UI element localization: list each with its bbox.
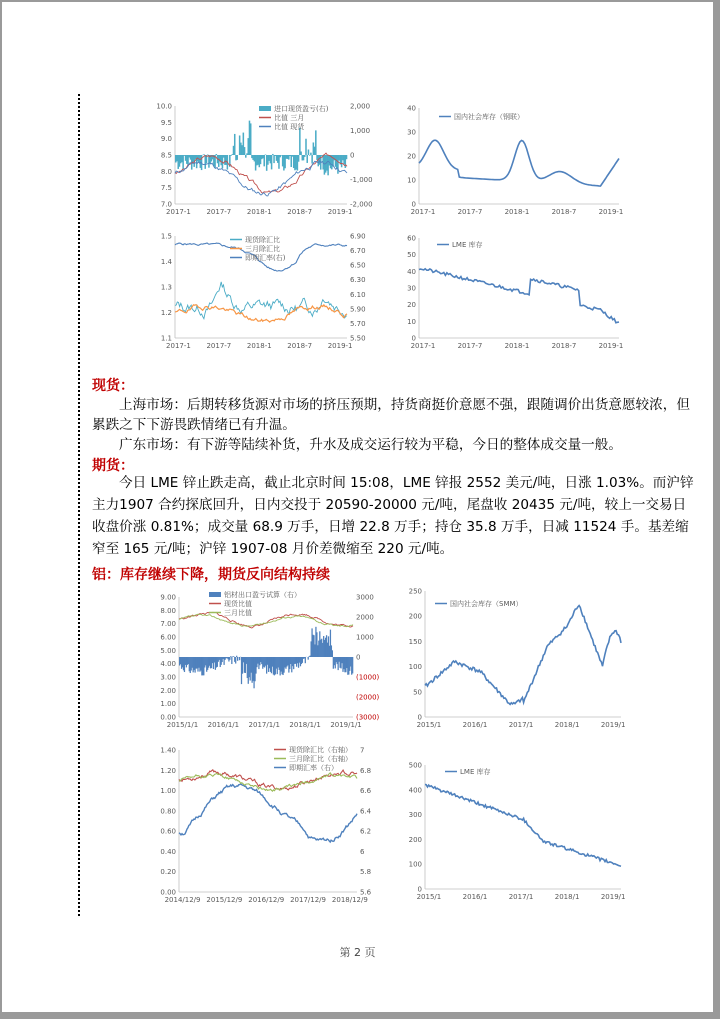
chart-zinc-social-inventory (397, 100, 627, 222)
bar (290, 155, 292, 167)
chart-zinc-fx-ratio (147, 230, 385, 356)
legend-label: 国内社会库存（钢联） (454, 113, 524, 121)
x-tick-label: 2019/1 (600, 893, 626, 901)
x-tick-label: 2017/1/1 (248, 721, 280, 729)
y-tick-label: 8.00 (160, 606, 176, 615)
y2-tick-label: 6.2 (360, 827, 372, 836)
y-tick-label: 4.00 (160, 660, 176, 669)
line-lme-inventory (419, 269, 619, 323)
bar (332, 650, 333, 657)
x-tick-label: 2017-7 (206, 342, 232, 350)
bar (230, 656, 231, 657)
y-tick-label: 9.0 (160, 135, 172, 144)
spot-paragraph-shanghai: 上海市场：后期转移货源对市场的挤压预期，持货商挺价意愿不强，跟随调价出货意愿较浓，但累跌之下下游畏跌情绪已有升温。 (92, 397, 690, 433)
bar (305, 657, 306, 663)
x-tick-label: 2017-7 (206, 208, 232, 216)
bar (203, 154, 205, 155)
x-tick-label: 2017-7 (457, 208, 483, 216)
x-tick-label: 2017-1 (166, 342, 191, 350)
y-tick-label: 1.5 (160, 232, 172, 241)
legend-label: 三月除汇比（右轴） (289, 755, 352, 763)
bar (237, 657, 238, 661)
chart-al-export-ratio (147, 587, 395, 735)
x-tick-label: 2018-7 (551, 342, 577, 350)
x-tick-label: 2017-1 (166, 208, 191, 216)
y2-tick-label: 3000 (356, 593, 374, 602)
c6-svg (397, 587, 629, 735)
y-tick-label: 50 (413, 688, 422, 697)
c3-svg (147, 230, 385, 356)
bar (315, 130, 317, 155)
y-tick-label: 1.1 (160, 334, 172, 343)
y2-tick-label: 6.50 (350, 261, 366, 270)
bar (216, 154, 218, 155)
y-tick-label: 100 (408, 860, 422, 869)
bar (352, 657, 353, 673)
x-tick-label: 2016/12/9 (248, 896, 285, 904)
y2-tick-label: (2000) (356, 693, 380, 702)
x-tick-label: 2018-1 (246, 342, 272, 350)
document-page (2, 2, 713, 1012)
y-tick-label: 300 (408, 811, 422, 820)
c4-svg (397, 230, 627, 356)
x-tick-label: 2017/1 (508, 893, 534, 901)
x-tick-label: 2015/1/1 (166, 721, 199, 729)
x-tick-label: 2016/1 (462, 721, 488, 729)
spot-paragraph-guangdong: 广东市场：有下游等陆续补货，升水及成交运行较为平稳，今日的整体成交量一般。 (119, 437, 622, 453)
y-tick-label: 2.00 (160, 686, 176, 695)
bar (306, 155, 308, 163)
x-tick-label: 2018-7 (287, 208, 313, 216)
legend-label: LME 库存 (452, 241, 483, 249)
bar (236, 656, 237, 657)
bar (272, 154, 274, 155)
legend-label: LME 库存 (460, 768, 491, 776)
y2-tick-label: 6.10 (350, 290, 366, 299)
y-tick-label: 0.20 (160, 868, 176, 877)
bar (182, 155, 184, 170)
y-tick-label: 1.20 (160, 766, 176, 775)
y-tick-label: 7.5 (160, 184, 172, 193)
legend-label: 比值 现货 (274, 123, 305, 131)
y-tick-label: 20 (407, 152, 416, 161)
x-tick-label: 2015/1 (416, 893, 442, 901)
c7-svg (147, 740, 395, 910)
aluminum-heading: 铝：库存继续下降，期货反向结构持续 (92, 567, 330, 583)
bar (310, 153, 312, 155)
y-tick-label: 10.0 (156, 102, 172, 111)
line-spot-fx (179, 784, 357, 842)
line-spot-ratio (175, 282, 347, 319)
bar (305, 139, 307, 155)
y-tick-label: 40 (407, 267, 416, 276)
bar (300, 151, 302, 155)
bar (263, 155, 265, 166)
y2-tick-label: 6.4 (360, 807, 372, 816)
y-tick-label: 1.3 (160, 283, 172, 292)
x-tick-label: 2018-1 (504, 342, 530, 350)
y2-tick-label: 5.8 (360, 868, 372, 877)
y-tick-label: 7.00 (160, 620, 176, 629)
bar (298, 155, 300, 162)
y-tick-label: 1.00 (160, 700, 176, 709)
bar (233, 656, 234, 657)
bar (245, 155, 247, 158)
x-tick-label: 2019-1 (327, 208, 353, 216)
x-tick-label: 2014/12/9 (164, 896, 201, 904)
bar (311, 155, 313, 164)
bar (239, 657, 240, 660)
legend-label: 铝材出口盈亏试算（右） (224, 591, 301, 599)
line-3m-ratio (179, 614, 353, 627)
bar (234, 134, 236, 155)
y2-tick-label: 1000 (356, 633, 374, 642)
legend-swatch (259, 106, 271, 111)
line-lme-inventory (425, 784, 621, 866)
y-tick-label: 500 (408, 761, 422, 770)
y2-tick-label: 2000 (356, 613, 374, 622)
y-tick-label: 250 (408, 587, 422, 596)
x-tick-label: 2018-7 (551, 208, 577, 216)
y-tick-label: 7.0 (160, 200, 172, 209)
x-tick-label: 2018/12/9 (331, 896, 368, 904)
c8-svg (397, 757, 629, 907)
y-tick-label: 200 (408, 612, 422, 621)
y2-tick-label: 1,000 (350, 127, 371, 135)
bar (304, 155, 306, 157)
bar (235, 657, 236, 664)
bar (308, 657, 309, 660)
y-tick-label: 30 (407, 128, 416, 137)
x-tick-label: 2019/1/1 (330, 721, 362, 729)
line-smm-inventory (425, 606, 621, 705)
y-tick-label: 5.00 (160, 646, 176, 655)
x-tick-label: 2019-1 (327, 342, 353, 350)
x-tick-label: 2017/12/9 (290, 896, 327, 904)
y-tick-label: 0.80 (160, 807, 176, 816)
x-tick-label: 2015/12/9 (206, 896, 243, 904)
c5-svg (147, 587, 395, 735)
y2-tick-label: 7 (360, 746, 365, 755)
y-tick-label: 1.2 (160, 309, 172, 317)
bar (309, 155, 311, 156)
y-tick-label: 3.00 (160, 673, 176, 682)
bar (273, 155, 275, 163)
y2-tick-label: 6.70 (350, 247, 366, 256)
x-tick-label: 2018/1 (554, 721, 580, 729)
y2-tick-label: 6.30 (350, 276, 366, 285)
y2-tick-label: 6.90 (350, 232, 366, 241)
futures-paragraph: 今日 LME 锌止跌走高，截止北京时间 15:08，LME 锌报 2552 美元/吨，日涨 1.03%。而沪锌主力1907 合约探底回升，日内交投于 20590-20000 元/吨，尾盘收 20435 元/吨，较上一交易日收盘价涨 0.81%；成交量 68.9 万手，日增 22.8 万手；持仓 35.8 万手，日减 11524 手。基差缩窄至 165 元/吨；沪锌 1907-08 月价差微缩至 220 元/吨。 (92, 475, 694, 557)
x-tick-label: 2018-1 (246, 208, 272, 216)
bar (250, 123, 252, 155)
legend-swatch (209, 592, 221, 597)
x-tick-label: 2019/1 (600, 721, 626, 729)
y-tick-label: 20 (407, 301, 416, 310)
y-tick-label: 0.00 (160, 888, 176, 897)
y-tick-label: 8.0 (160, 167, 172, 176)
y-tick-label: 40 (407, 104, 416, 113)
y2-tick-label: -1,000 (350, 176, 373, 184)
line-3m-ratio (175, 305, 347, 322)
y2-tick-label: 0 (350, 151, 355, 160)
y2-tick-label: 5.6 (360, 888, 372, 897)
bar (299, 128, 301, 155)
bars-export-pnl (179, 627, 353, 688)
y2-tick-label: 6 (360, 847, 365, 856)
x-tick-label: 2018/1/1 (289, 721, 321, 729)
y-tick-label: 9.00 (160, 593, 176, 602)
legend-label: 现货除汇比（右轴） (289, 746, 352, 754)
line-social-inventory (419, 140, 619, 186)
y2-tick-label: (3000) (356, 713, 380, 722)
y2-tick-label: (1000) (356, 673, 380, 682)
page-footer: 第 2 页 (339, 946, 376, 959)
x-tick-label: 2018-1 (504, 208, 530, 216)
y-tick-label: 0 (417, 885, 422, 894)
y-tick-label: 10 (407, 176, 416, 185)
x-tick-label: 2017-1 (410, 342, 436, 350)
bars-import-pnl (175, 121, 347, 176)
y-tick-label: 0 (417, 713, 422, 722)
legend-label: 即期汇率(右) (245, 254, 286, 262)
x-tick-label: 2015/1 (416, 721, 442, 729)
spot-heading: 现货： (92, 378, 134, 394)
y-tick-label: 200 (408, 835, 422, 844)
chart-al-fx-ratio (147, 740, 395, 910)
chart-al-lme-inventory (397, 757, 629, 907)
c1-svg (147, 100, 385, 222)
legend-label: 比值 三月 (274, 114, 305, 122)
y-tick-label: 0.40 (160, 847, 176, 856)
legend-label: 即期汇率（右） (289, 764, 338, 772)
x-tick-label: 2017-1 (410, 208, 436, 216)
y-tick-label: 0.00 (160, 713, 176, 722)
legend-label: 三月比值 (224, 609, 252, 617)
bar (308, 150, 310, 155)
legend-label: 现货除汇比 (245, 236, 280, 244)
x-tick-label: 2017/1 (508, 721, 534, 729)
y2-tick-label: 5.90 (350, 305, 366, 314)
y-tick-label: 60 (407, 234, 416, 243)
legend-label: 进口现货盈亏(右) (274, 105, 329, 113)
y-tick-label: 1.4 (160, 258, 172, 266)
y-tick-label: 1.00 (160, 787, 176, 796)
y-tick-label: 0.60 (160, 827, 176, 836)
y-tick-label: 0 (411, 334, 416, 343)
bar (244, 147, 246, 155)
y2-tick-label: 6.6 (360, 787, 372, 796)
x-tick-label: 2016/1 (462, 893, 488, 901)
y2-tick-label: 0 (356, 653, 361, 662)
bar (271, 155, 273, 169)
y2-tick-label: 5.70 (350, 319, 366, 328)
futures-heading: 期货： (92, 458, 134, 474)
y-tick-label: 400 (408, 786, 422, 795)
x-tick-label: 2017-7 (457, 342, 483, 350)
chart-zinc-import-ratio (147, 100, 385, 222)
y-tick-label: 0 (411, 200, 416, 209)
chart-zinc-lme-inventory (397, 230, 627, 356)
y-tick-label: 50 (407, 251, 416, 260)
legend-label: 三月除汇比 (245, 245, 280, 253)
y2-tick-label: 2,000 (350, 102, 371, 111)
x-tick-label: 2018-7 (287, 342, 313, 350)
bar (346, 155, 348, 159)
bar (229, 657, 230, 660)
y-tick-label: 8.5 (160, 151, 172, 160)
y-tick-label: 150 (408, 637, 422, 646)
y-tick-label: 1.40 (160, 746, 176, 755)
y-tick-label: 6.00 (160, 633, 176, 642)
legend-label: 国内社会库存（SMM） (450, 600, 523, 608)
chart-al-social-inventory (397, 587, 629, 735)
y-tick-label: 9.5 (160, 118, 172, 127)
bar (236, 155, 238, 160)
bar (230, 155, 232, 156)
y2-tick-label: 6.8 (360, 766, 372, 775)
c2-svg (397, 100, 627, 222)
y-tick-label: 10 (407, 317, 416, 326)
y2-tick-label: 5.50 (350, 334, 366, 343)
y2-tick-label: -2,000 (350, 200, 373, 209)
x-tick-label: 2019-1 (598, 208, 624, 216)
x-tick-label: 2019-1 (598, 342, 624, 350)
legend-label: 现货比值 (224, 600, 252, 608)
y-tick-label: 30 (407, 284, 416, 293)
margin-dotted-line (78, 94, 80, 916)
y-tick-label: 100 (408, 663, 422, 672)
x-tick-label: 2018/1 (554, 893, 580, 901)
bar (231, 657, 232, 664)
x-tick-label: 2016/1/1 (207, 721, 240, 729)
